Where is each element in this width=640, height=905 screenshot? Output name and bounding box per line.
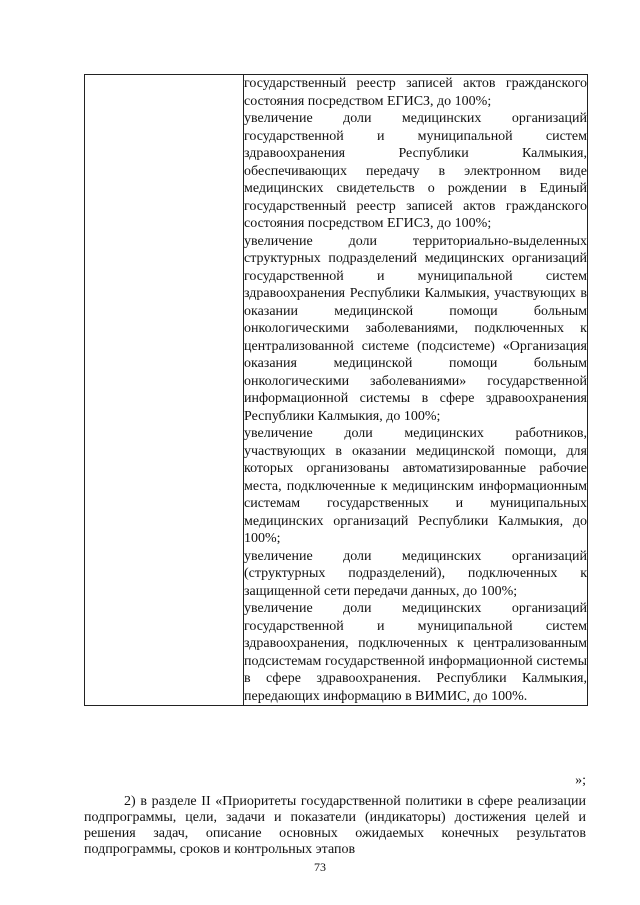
program-table <box>84 74 588 706</box>
body-paragraph: 2) в разделе II «Приоритеты государственной политики в сфере реализации подпрограммы, цели, задачи и показатели (индикаторы) достижения целей и решения задач, описание основных ожидаемых конечных результатов подпрограммы, сроков и контрольных этапов <box>84 794 586 857</box>
table-cell-indicators <box>244 75 588 706</box>
table-row <box>85 75 588 706</box>
page-number: 73 <box>314 860 326 874</box>
indicator-paragraph: увеличение доли территориально-выделенных структурных подразделений медицинских организаций государственной и муниципальной систем здравоохранения Республики Калмыкия, участвующих в оказании медицинской помощи больным онкологическими заболеваниями, подключенных к централизованной системе (подсистеме) «Организация оказания медицинской помощи больным онкологическими заболеваниями» государственной информационной системы в сфере здравоохранения Республики Калмыкия, до 100%; <box>244 233 587 424</box>
closing-quote: »; <box>575 773 586 788</box>
indicator-paragraph: увеличение доли медицинских организаций государственной и муниципальной систем здравоохранения, подключенных к централизованным подсистемам государственной информационной системы в сфере здравоохранения. Республики Калмыкия, передающих информацию в ВИМИС, до 100%. <box>244 601 587 704</box>
indicator-paragraph: государственный реестр записей актов гражданского состояния посредством ЕГИСЗ, до 100%; <box>244 76 587 109</box>
indicator-paragraph: увеличение доли медицинских организаций (структурных подразделений), подключенных к защищенной сети передачи данных, до 100%; <box>244 548 587 599</box>
indicator-paragraph: увеличение доли медицинских организаций государственной и муниципальной систем здравоохранения Республики Калмыкия, обеспечивающих передачу в электронном виде медицинских свидетельств о рождении в Единый государственный реестр записей актов гражданского состояния посредством ЕГИСЗ, до 100%; <box>244 111 587 231</box>
table-cell-empty <box>85 75 244 706</box>
indicator-paragraph: увеличение доли медицинских работников, участвующих в оказании медицинской помощи, для которых организованы автоматизированные рабочие места, подключенные к медицинским информационным системам государственных и муниципальных медицинских организаций Республики Калмыкия, до 100%; <box>244 426 587 546</box>
